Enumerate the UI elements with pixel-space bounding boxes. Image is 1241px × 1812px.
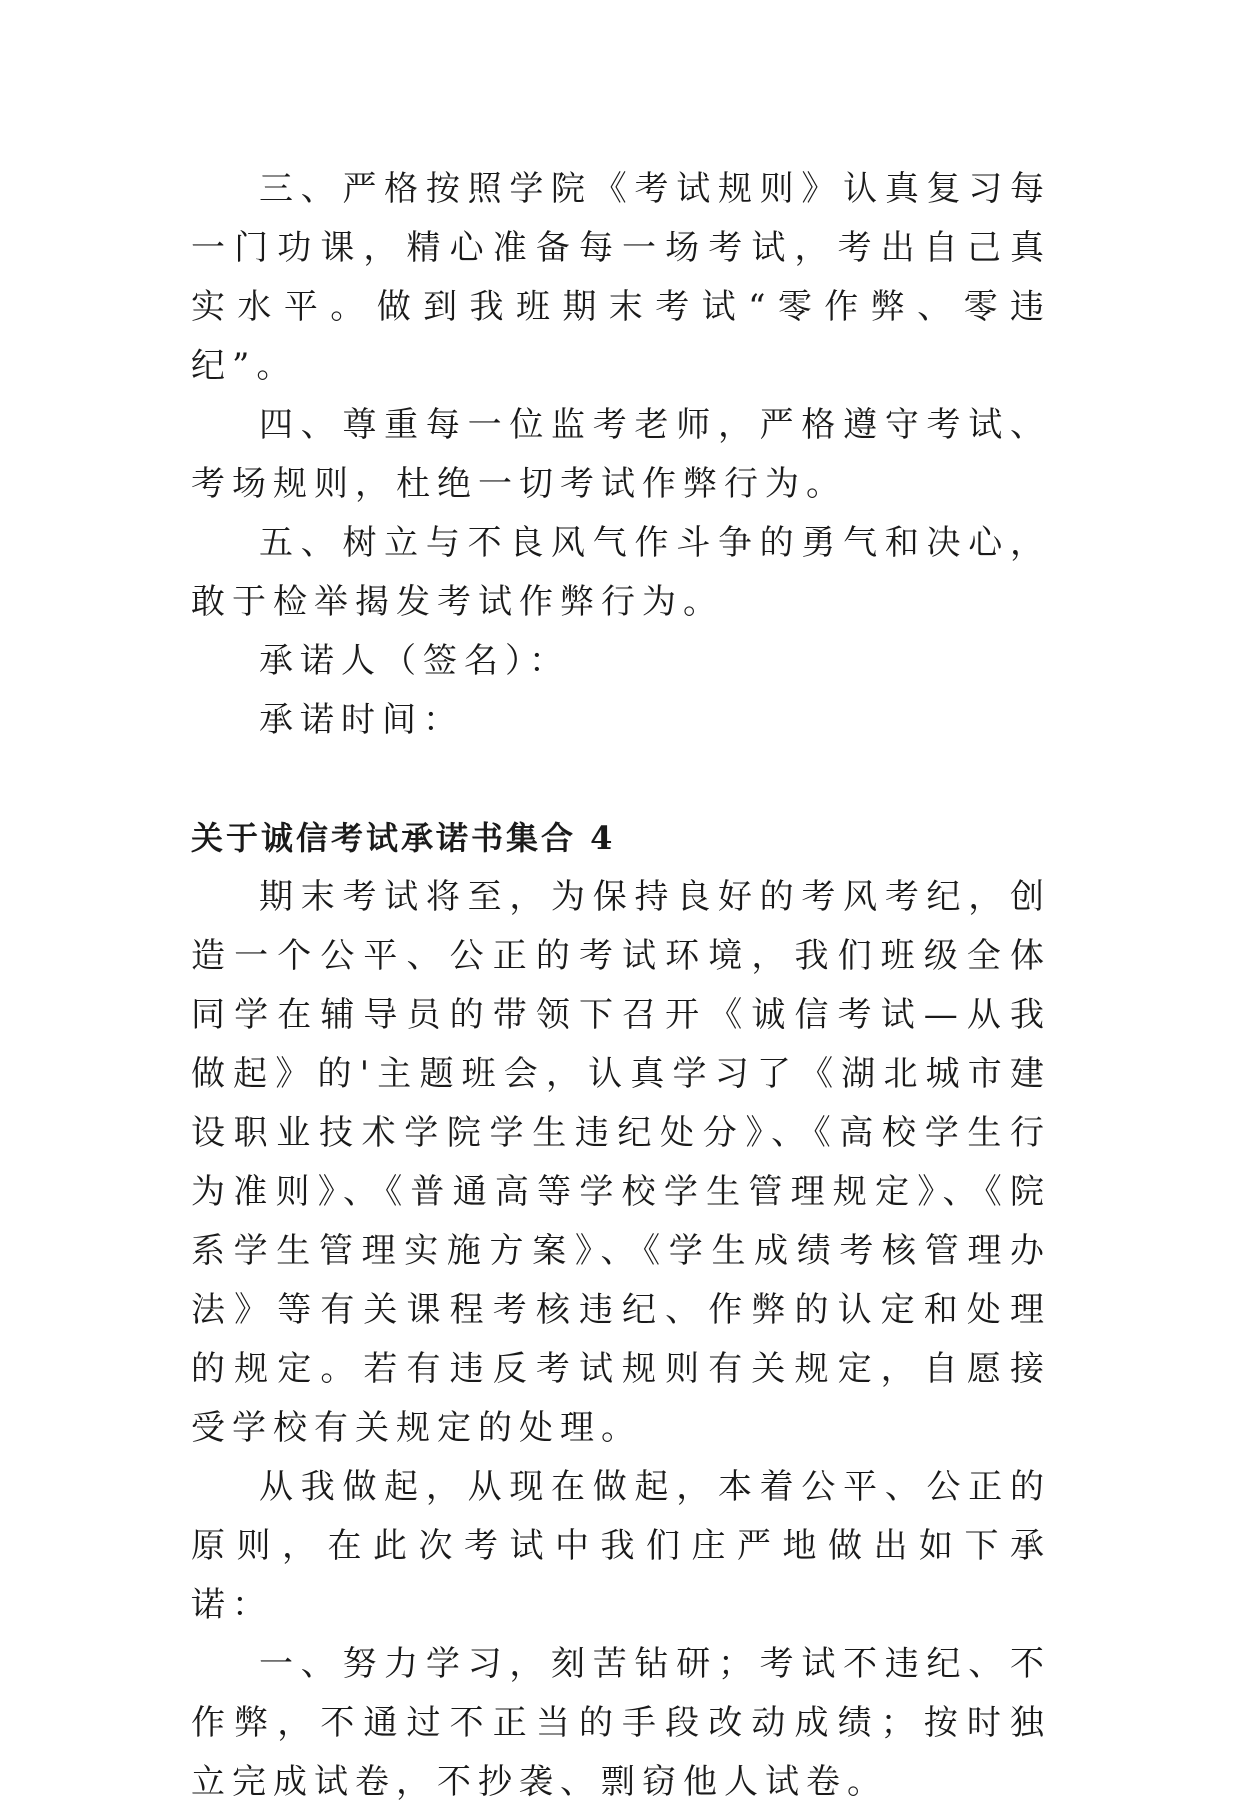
- paragraph-rule-four: 四、尊重每一位监考老师，严格遵守考试、考场规则，杜绝一切考试作弊行为。: [191, 405, 1051, 504]
- paragraph-intro: 期末考试将至，为保持良好的考风考纪，创造一个公平、公正的考试环境，我们班级全体同学在辅导员的带领下召开《诚信考试—从我做起》的'主题班会，认真学习了《湖北城市建设职业技术学院学生违纪处分》、《高校学生行为准则》、《普通高等学校学生管理规定》、《院系学生管理实施方案》、《学生成绩考核管理办法》等有关课程考核违纪、作弊的认定和处理的规定。若有违反考试规则有关规定，自愿接受学校有关规定的处理。: [191, 877, 1051, 1448]
- paragraph-rule-one: 一、努力学习，刻苦钻研；考试不违纪、不作弊，不通过不正当的手段改动成绩；按时独立完成试卷，不抄袭、剽窃他人试卷。: [191, 1644, 1051, 1802]
- document-page: [191, 160, 1051, 1812]
- signature-line: 承诺人（签名）：: [259, 641, 570, 681]
- section-title: 关于诚信考试承诺书集合 4: [191, 819, 616, 857]
- section-spacer: [191, 750, 1051, 809]
- paragraph-rule-three: 三、严格按照学院《考试规则》认真复习每一门功课，精心准备每一场考试，考出自己真实水平。做到我班期末考试“零作弊、零违纪”。: [191, 169, 1051, 386]
- date-line: 承诺时间：: [259, 700, 464, 740]
- paragraph-commitment-lead: 从我做起，从现在做起，本着公平、公正的原则，在此次考试中我们庄严地做出如下承诺：: [191, 1467, 1051, 1625]
- paragraph-rule-five: 五、树立与不良风气作斗争的勇气和决心，敢于检举揭发考试作弊行为。: [191, 523, 1051, 622]
